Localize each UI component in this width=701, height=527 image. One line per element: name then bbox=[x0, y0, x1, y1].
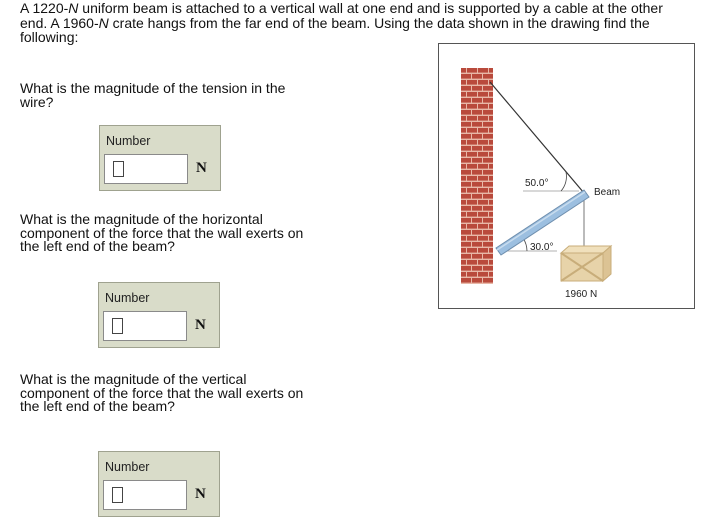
cable bbox=[490, 82, 584, 193]
crate bbox=[561, 246, 611, 281]
number-label: Number bbox=[106, 134, 151, 148]
number-label: Number bbox=[105, 460, 150, 474]
number-label: Number bbox=[105, 291, 150, 305]
brick-wall bbox=[461, 68, 493, 284]
answer-box-3 bbox=[98, 451, 220, 517]
unit-label: N bbox=[195, 317, 206, 333]
problem-line-1: A 1220-N uniform beam is attached to a vertical wall at one end and is supported by a cable at the other bbox=[20, 0, 663, 16]
question-3-text: What is the magnitude of the vertical component of the force that the wall exerts on the left end of the beam? bbox=[20, 371, 304, 414]
answer-field-2[interactable] bbox=[103, 311, 187, 341]
question-1-text: What is the magnitude of the tension in the wire? bbox=[20, 80, 286, 110]
beam-label: Beam bbox=[594, 187, 621, 198]
answer-input-3[interactable] bbox=[104, 481, 186, 509]
problem-line-2: end. A 1960-N crate hangs from the far end of the beam. Using the data shown in the drawing find the bbox=[20, 14, 650, 31]
problem-line-3: following: bbox=[20, 29, 79, 45]
beam-diagram-svg bbox=[439, 44, 696, 310]
cable-angle-arc bbox=[561, 172, 566, 191]
unit-label: N bbox=[196, 160, 207, 176]
answer-box-1 bbox=[99, 125, 221, 191]
answer-field-3[interactable] bbox=[103, 480, 187, 510]
answer-input-1[interactable] bbox=[105, 155, 187, 183]
unit-label: N bbox=[195, 486, 206, 502]
answer-input-2[interactable] bbox=[104, 312, 186, 340]
beam-diagram bbox=[438, 43, 695, 309]
problem-statement bbox=[20, 1, 695, 45]
cable-angle-label: 50.0° bbox=[525, 178, 549, 189]
answer-box-2 bbox=[98, 282, 220, 348]
beam-angle-label: 30.0° bbox=[530, 242, 554, 253]
crate-weight-label: 1960 N bbox=[565, 289, 598, 300]
answer-field-1[interactable] bbox=[104, 154, 188, 184]
question-2-text: What is the magnitude of the horizontal component of the force that the wall exerts on the left end of the beam? bbox=[20, 211, 304, 254]
